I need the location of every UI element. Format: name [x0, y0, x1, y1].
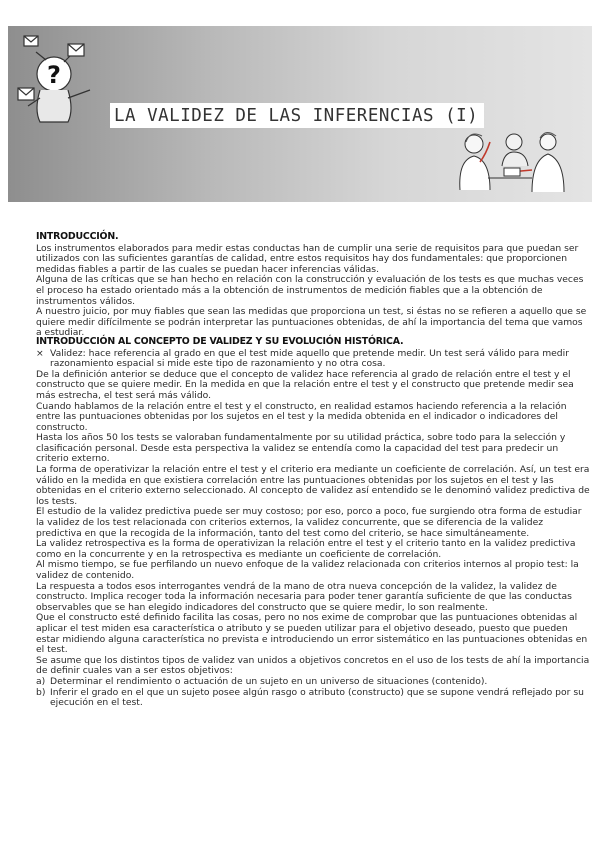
paragraph: El estudio de la validez predictiva puede ser muy costoso; por eso, porco a poco, fue surgiendo otra forma de estudiar la validez de los test relacionada con criterios externos, la validez concurrente, que se diferencia de la validez predictiva en que la recogida de la información, tanto del test como del criterio, se hace simultáneamente. — [36, 506, 582, 539]
paragraph: Al mismo tiempo, se fue perfilando un nuevo enfoque de la validez relacionada con criterios internos al propio test: la validez de contenido. — [36, 559, 579, 581]
list-text: Determinar el rendimiento o actuación de un sujeto en un universo de situaciones (contenido). — [50, 675, 488, 687]
list-text: Inferir el grado en el que un sujeto posee algún rasgo o atributo (constructo) que se supone vendrá reflejado por su ejecución en el test. — [50, 686, 584, 709]
paragraph: Los instrumentos elaborados para medir estas conductas han de cumplir una serie de requisitos para que puedan ser utilizados con las suficientes garantías de calidad, entre estos requisitos hay dos fundamentales: que proporcionen medidas fiables a partir de las cuales se puedan hacer inferencias válidas. — [36, 242, 579, 275]
paragraph: Se asume que los distintos tipos de validez van unidos a objetivos concretos en el uso de los tests de ahí la importancia de definir cuales van a ser estos objetivos: — [36, 654, 590, 677]
document-title: LA VALIDEZ DE LAS INFERENCIAS (I) — [110, 103, 484, 128]
paragraph: La validez retrospectiva es la forma de operativizan la relación entre el test y el criterio tanto en la validez predictiva como en la concurrente y en la retrospectiva es mediante un coeficiente de correlación. — [36, 538, 576, 560]
paragraph: Que el constructo esté definido facilita las cosas, pero no nos exime de comprobar que las puntuaciones obtenidas al aplicar el test miden esa característica o atributo y se pueden utilizar para el objetivo deseado, puesto que pueden estar midiendo alguna característica no prevista e introduciendo un error sistemático en las puntuaciones obtenidas en el test. — [36, 612, 588, 656]
list-marker: a) — [36, 675, 46, 687]
paragraph: De la definición anterior se deduce que el concepto de validez hace referencia al grado de relación entre el test y el constructo que se quiere medir. En la medida en que la relación entre el test y el constructo que pretende medir sea más estrecha, el test será más válido. — [36, 368, 574, 401]
question-person-illustration — [10, 30, 100, 125]
bullet-item — [36, 349, 590, 370]
list-item — [36, 677, 590, 688]
paragraph: Alguna de las críticas que se han hecho en relación con la construcción y evaluación de los tests es que muchas veces el proceso ha estado orientado más a la obtención de instrumentos de medición fiables que a la obtención de instrumentos válidos. — [36, 274, 584, 307]
bullet-text: Validez: hace referencia al grado en que el test mide aquello que pretende medir. Un test será válido para medir razonamiento espacial si mide este tipo de razonamiento y no otra cosa. — [50, 347, 569, 370]
list-item — [36, 688, 590, 709]
meeting-people-illustration — [440, 120, 580, 200]
paragraph: Cuando hablamos de la relación entre el test y el constructo, en realidad estamos haciendo referencia a la relación entre las puntuaciones obtenidas por los sujetos en el test y la medida obtenida en el indicador o indicadores del constructo. — [36, 400, 567, 433]
question-mark-glyph: ? — [47, 61, 61, 89]
bullet-marker: × — [36, 347, 44, 359]
section-heading-concepto-validez: INTRODUCCIÓN AL CONCEPTO DE VALIDEZ Y SU EVOLUCIÓN HISTÓRICA. — [36, 335, 404, 347]
paragraph: Hasta los años 50 los tests se valoraban fundamentalmente por su utilidad práctica, sobre todo para la selección y clasificación personal. Desde esta perspectiva la validez se entendía como la capacidad del test para predecir un criterio externo. — [36, 432, 566, 465]
paragraph: La respuesta a todos esos interrogantes vendrá de la mano de otra nueva concepción de la validez, la validez de constructo. Implica recoger toda la información necesaria para poder tener garantía suficiente de que las conductas observables que se han elegido indicadores del constructo que se quiere medir, lo son realmente. — [36, 580, 572, 613]
list-marker: b) — [36, 686, 46, 698]
paragraph: A nuestro juicio, por muy fiables que sean las medidas que proporciona un test, si éstas no se refieren a aquello que se quiere medir difícilmente se podrán interpretar las puntuaciones obtenidas, de ahí la importancia del tema que vamos a estudiar. — [36, 306, 587, 339]
paragraph: La forma de operativizar la relación entre el test y el criterio era mediante un coeficiente de correlación. Así, un test era válido en la medida en que existiera correlación entre las puntuaciones obtenidas por los sujetos en el test y las obtenidas en el criterio externo seleccionado. Al concepto de validez así entendido se le denominó validez predictiva de los tests. — [36, 464, 590, 507]
document-body — [36, 232, 590, 709]
section-heading-introduccion: INTRODUCCIÓN. — [36, 231, 119, 242]
